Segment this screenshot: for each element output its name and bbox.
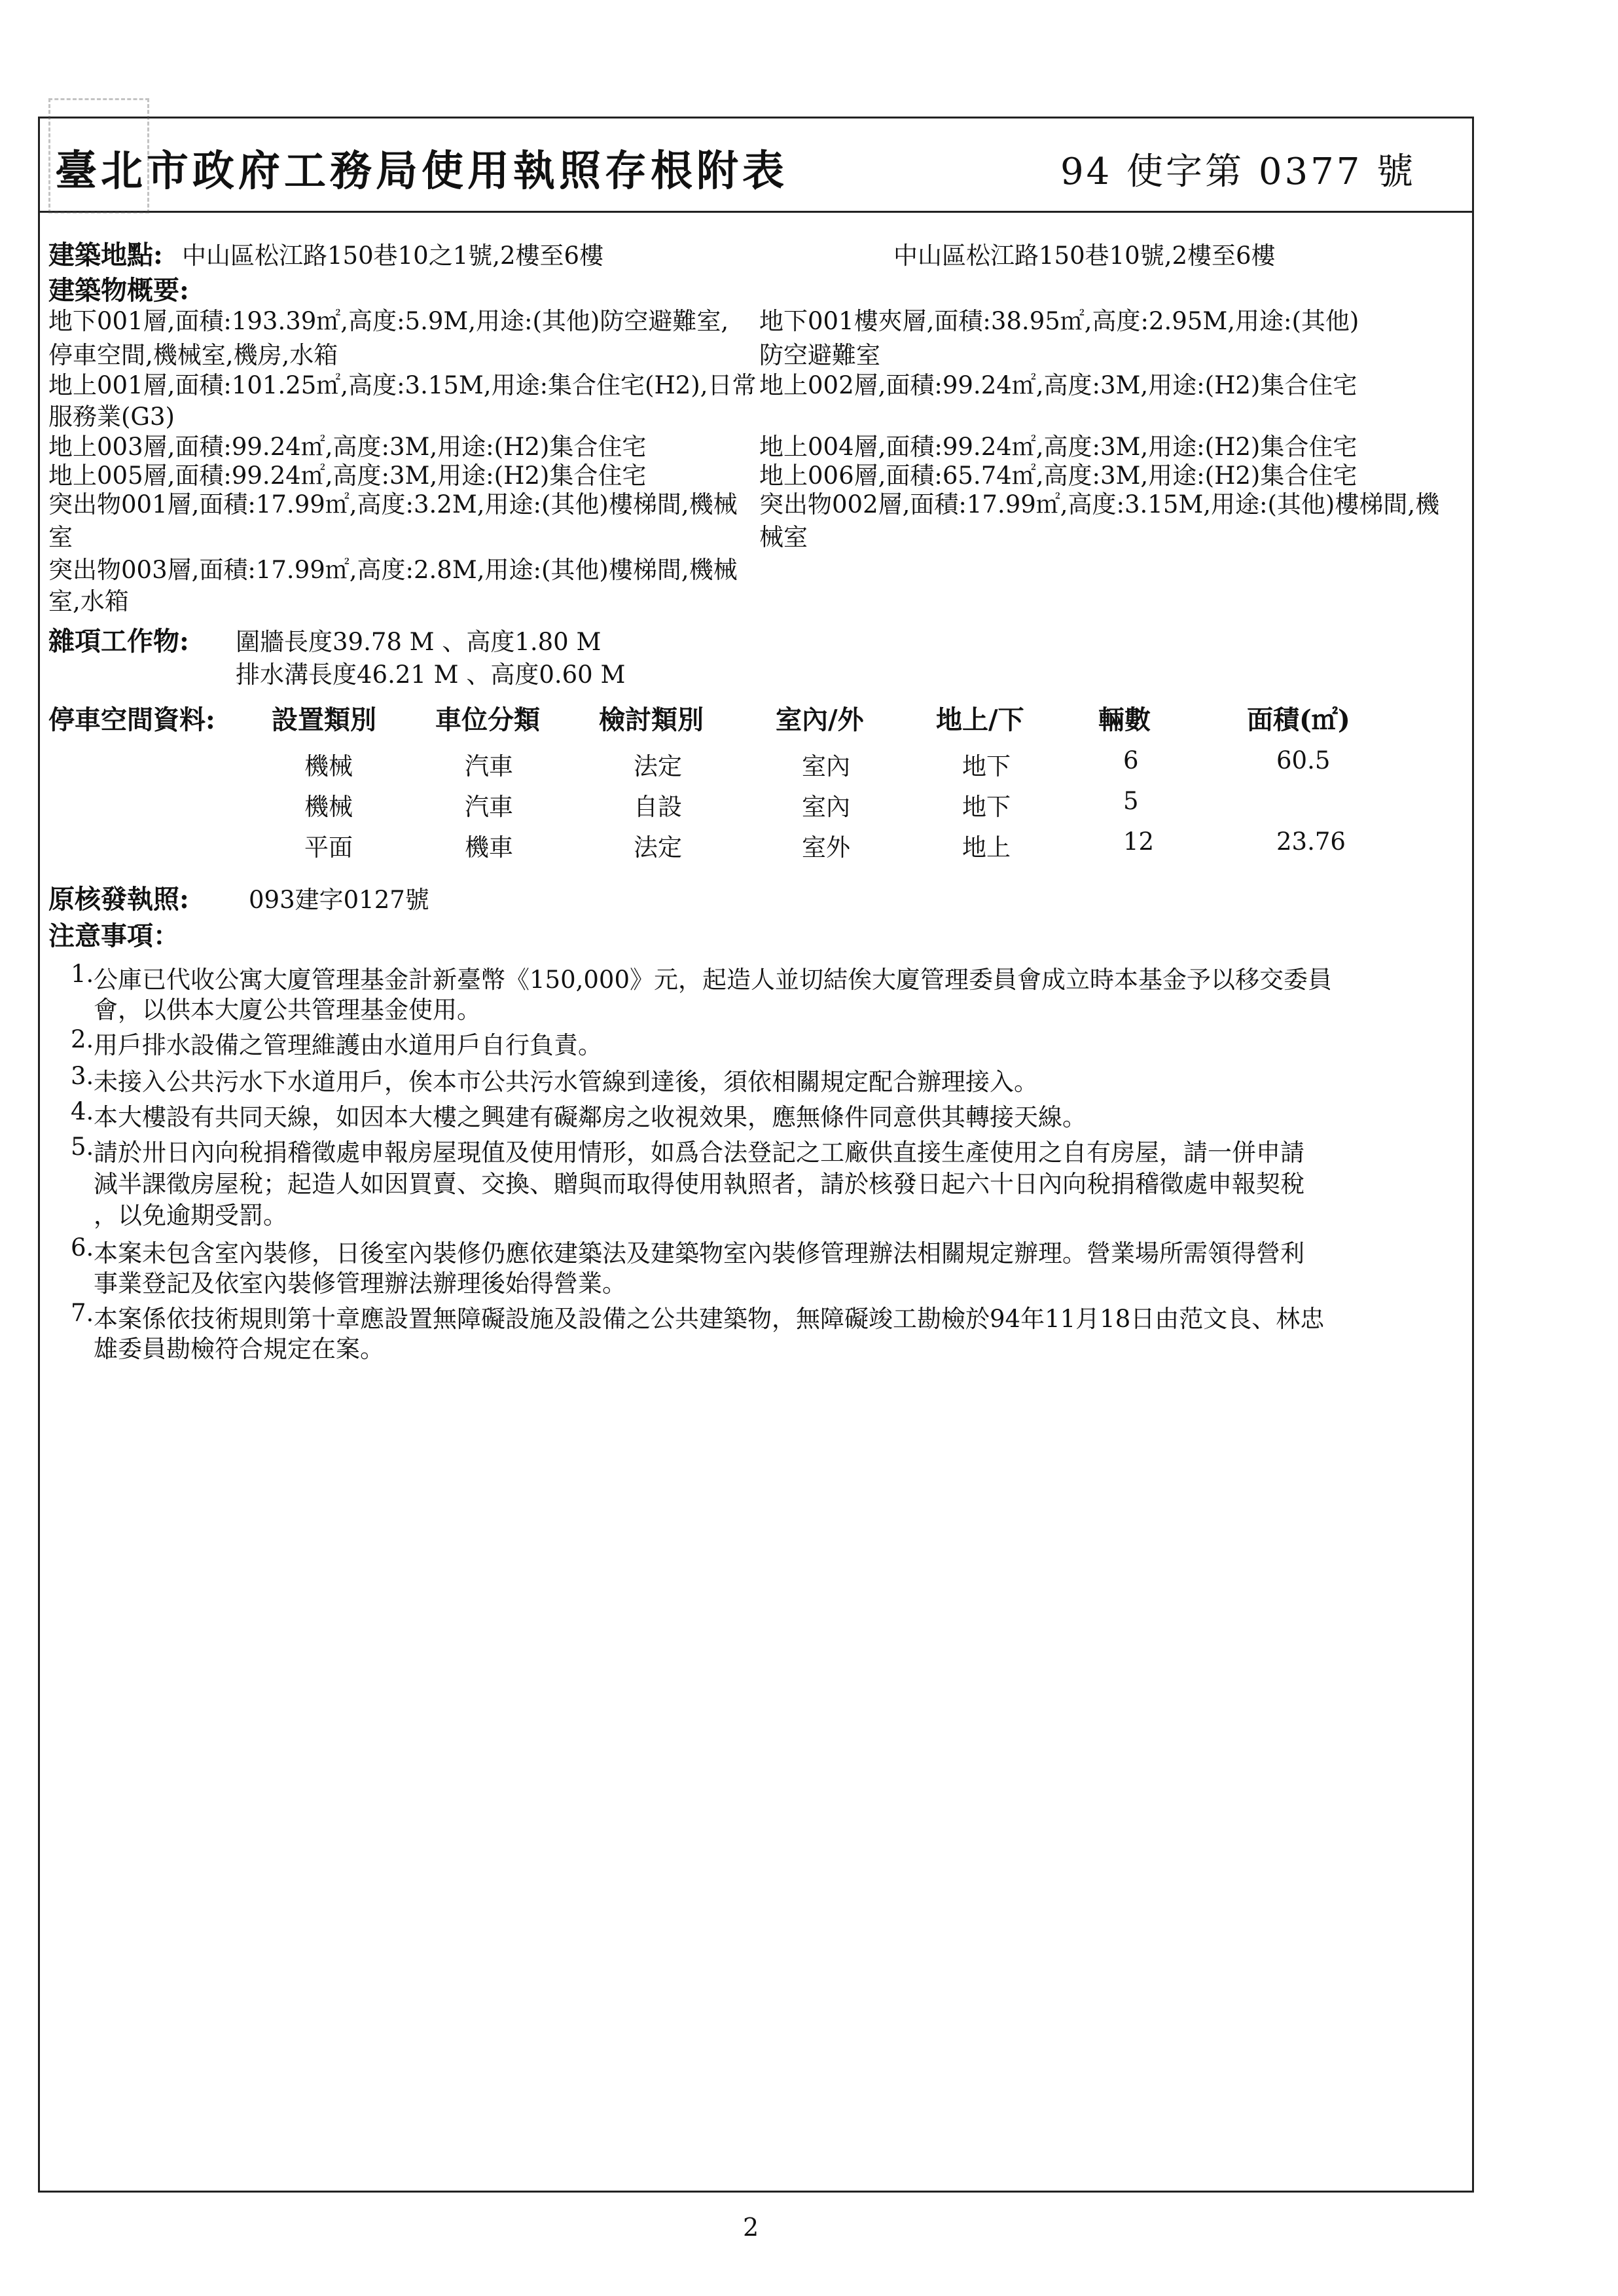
note-line: 本案係依技術規則第十章應設置無障礙設施及設備之公共建築物，無障礙竣工勘檢於94年11月18日由范文良、林忠 xyxy=(94,1305,1325,1333)
note-line: 減半課徵房屋稅；起造人如因買賣、交換、贈與而取得使用執照者，請於核發日起六十日內向稅捐稽徵處申報契稅 xyxy=(94,1170,1304,1198)
notes-label: 注意事項： xyxy=(48,920,179,951)
note-line: 會，以供本大廈公共管理基金使用。 xyxy=(94,996,481,1024)
parking-cell: 機械 xyxy=(304,793,353,821)
note-line: 公庫已代收公寓大廈管理基金計新臺幣《150,000》元，起造人並切結俟大廈管理委員會成立時本基金予以移交委員 xyxy=(94,966,1333,994)
note-number: 2. xyxy=(71,1025,94,1053)
parking-cell: 汽車 xyxy=(465,752,513,780)
parking-cell: 室內 xyxy=(802,752,850,780)
parking-header-cell: 檢討類別 xyxy=(599,704,704,735)
overview-left-line: 室,水箱 xyxy=(48,587,129,615)
note-number: 1. xyxy=(71,960,94,988)
note-line: 事業登記及依室內裝修管理辦法辦理後始得營業。 xyxy=(94,1269,626,1298)
note-number: 5. xyxy=(71,1133,94,1161)
overview-left-line: 突出物001層,面積:17.99㎡,高度:3.2M,用途:(其他)樓梯間,機械 xyxy=(48,490,738,519)
overview-left-line: 停車空間,機械室,機房,水箱 xyxy=(48,341,338,369)
overview-left-line: 室 xyxy=(48,523,73,551)
overview-right-line: 地下001樓夾層,面積:38.95㎡,高度:2.95M,用途:(其他) xyxy=(759,307,1359,335)
parking-cell: 5 xyxy=(1123,787,1139,815)
note-line: 本案未包含室內裝修，日後室內裝修仍應依建築法及建築物室內裝修管理辦法相關規定辦理。營業場所需領得營利 xyxy=(94,1239,1304,1267)
overview-label: 建築物概要: xyxy=(48,275,189,306)
parking-cell: 23.76 xyxy=(1276,828,1346,856)
parking-cell: 地下 xyxy=(962,793,1011,821)
misc-works-label: 雜項工作物: xyxy=(48,626,189,657)
overview-right-line: 突出物002層,面積:17.99㎡,高度:3.15M,用途:(其他)樓梯間,機 xyxy=(759,490,1440,519)
note-number: 7. xyxy=(71,1299,94,1327)
parking-cell: 室外 xyxy=(802,833,850,862)
note-line: 請於卅日內向稅捐稽徵處申報房屋現值及使用情形，如爲合法登記之工廠供直接生產使用之自有房屋，請一併申請 xyxy=(94,1139,1304,1167)
misc-works-line: 排水溝長度46.21 M 、高度0.60 M xyxy=(236,661,626,689)
parking-cell: 機車 xyxy=(465,833,513,862)
parking-cell: 法定 xyxy=(634,833,682,862)
parking-cell: 12 xyxy=(1123,828,1155,856)
parking-cell: 6 xyxy=(1123,746,1139,774)
parking-header-cell: 面積(㎡) xyxy=(1247,704,1350,735)
parking-header-cell: 設置類別 xyxy=(272,704,376,735)
overview-right-line: 防空避難室 xyxy=(759,341,880,369)
overview-left-line: 服務業(G3) xyxy=(48,403,175,431)
note-number: 4. xyxy=(71,1097,94,1125)
overview-right-line: 械室 xyxy=(759,523,808,551)
overview-left-line: 地上003層,面積:99.24㎡,高度:3M,用途:(H2)集合住宅 xyxy=(48,433,647,461)
parking-header-cell: 室內/外 xyxy=(776,704,864,735)
note-line: ，以免逾期受罰。 xyxy=(94,1201,287,1230)
original-license-label: 原核發執照: xyxy=(48,884,189,915)
overview-right-line: 地上006層,面積:65.74㎡,高度:3M,用途:(H2)集合住宅 xyxy=(759,462,1357,490)
parking-header-cell: 車位分類 xyxy=(435,704,540,735)
overview-right-line: 地上004層,面積:99.24㎡,高度:3M,用途:(H2)集合住宅 xyxy=(759,433,1357,461)
parking-cell: 汽車 xyxy=(465,793,513,821)
original-license-value: 093建字0127號 xyxy=(249,886,429,914)
overview-left-line: 突出物003層,面積:17.99㎡,高度:2.8M,用途:(其他)樓梯間,機械 xyxy=(48,556,738,584)
overview-left-line: 地上001層,面積:101.25㎡,高度:3.15M,用途:集合住宅(H2),日常 xyxy=(48,371,757,399)
parking-header-cell: 輛數 xyxy=(1098,704,1151,735)
document-title: 臺北市政府工務局使用執照存根附表 xyxy=(55,147,788,196)
address-label: 建築地點: xyxy=(48,240,163,270)
permit-number: 94 使字第 0377 號 xyxy=(1060,151,1416,193)
parking-cell: 平面 xyxy=(304,833,353,862)
parking-header-cell: 地上/下 xyxy=(936,704,1024,735)
parking-cell: 法定 xyxy=(634,752,682,780)
address-primary: 中山區松江路150巷10之1號,2樓至6樓 xyxy=(182,242,604,270)
parking-cell: 室內 xyxy=(802,793,850,821)
note-line: 用戶排水設備之管理維護由水道用戶自行負責。 xyxy=(94,1031,602,1059)
footer-divider xyxy=(38,2191,1472,2193)
header-divider xyxy=(38,211,1472,213)
parking-cell: 地下 xyxy=(962,752,1011,780)
note-line: 雄委員勘檢符合規定在案。 xyxy=(94,1335,384,1363)
address-secondary: 中山區松江路150巷10號,2樓至6樓 xyxy=(893,242,1276,270)
parking-cell: 60.5 xyxy=(1276,746,1331,774)
note-number: 3. xyxy=(71,1062,94,1090)
note-line: 本大樓設有共同天線，如因本大樓之興建有礙鄰房之收視效果，應無條件同意供其轉接天線。 xyxy=(94,1103,1087,1131)
parking-cell: 自設 xyxy=(634,793,682,821)
note-number: 6. xyxy=(71,1233,94,1262)
overview-left-line: 地上005層,面積:99.24㎡,高度:3M,用途:(H2)集合住宅 xyxy=(48,462,647,490)
overview-left-line: 地下001層,面積:193.39㎡,高度:5.9M,用途:(其他)防空避難室, xyxy=(48,307,729,335)
parking-label: 停車空間資料: xyxy=(48,704,215,735)
page-number: 2 xyxy=(743,2213,759,2242)
parking-cell: 地上 xyxy=(962,833,1011,862)
misc-works-line: 圍牆長度39.78 M 、高度1.80 M xyxy=(236,628,602,656)
overview-right-line: 地上002層,面積:99.24㎡,高度:3M,用途:(H2)集合住宅 xyxy=(759,371,1357,399)
parking-cell: 機械 xyxy=(304,752,353,780)
note-line: 未接入公共污水下水道用戶，俟本市公共污水管線到達後，須依相關規定配合辦理接入。 xyxy=(94,1068,1038,1096)
